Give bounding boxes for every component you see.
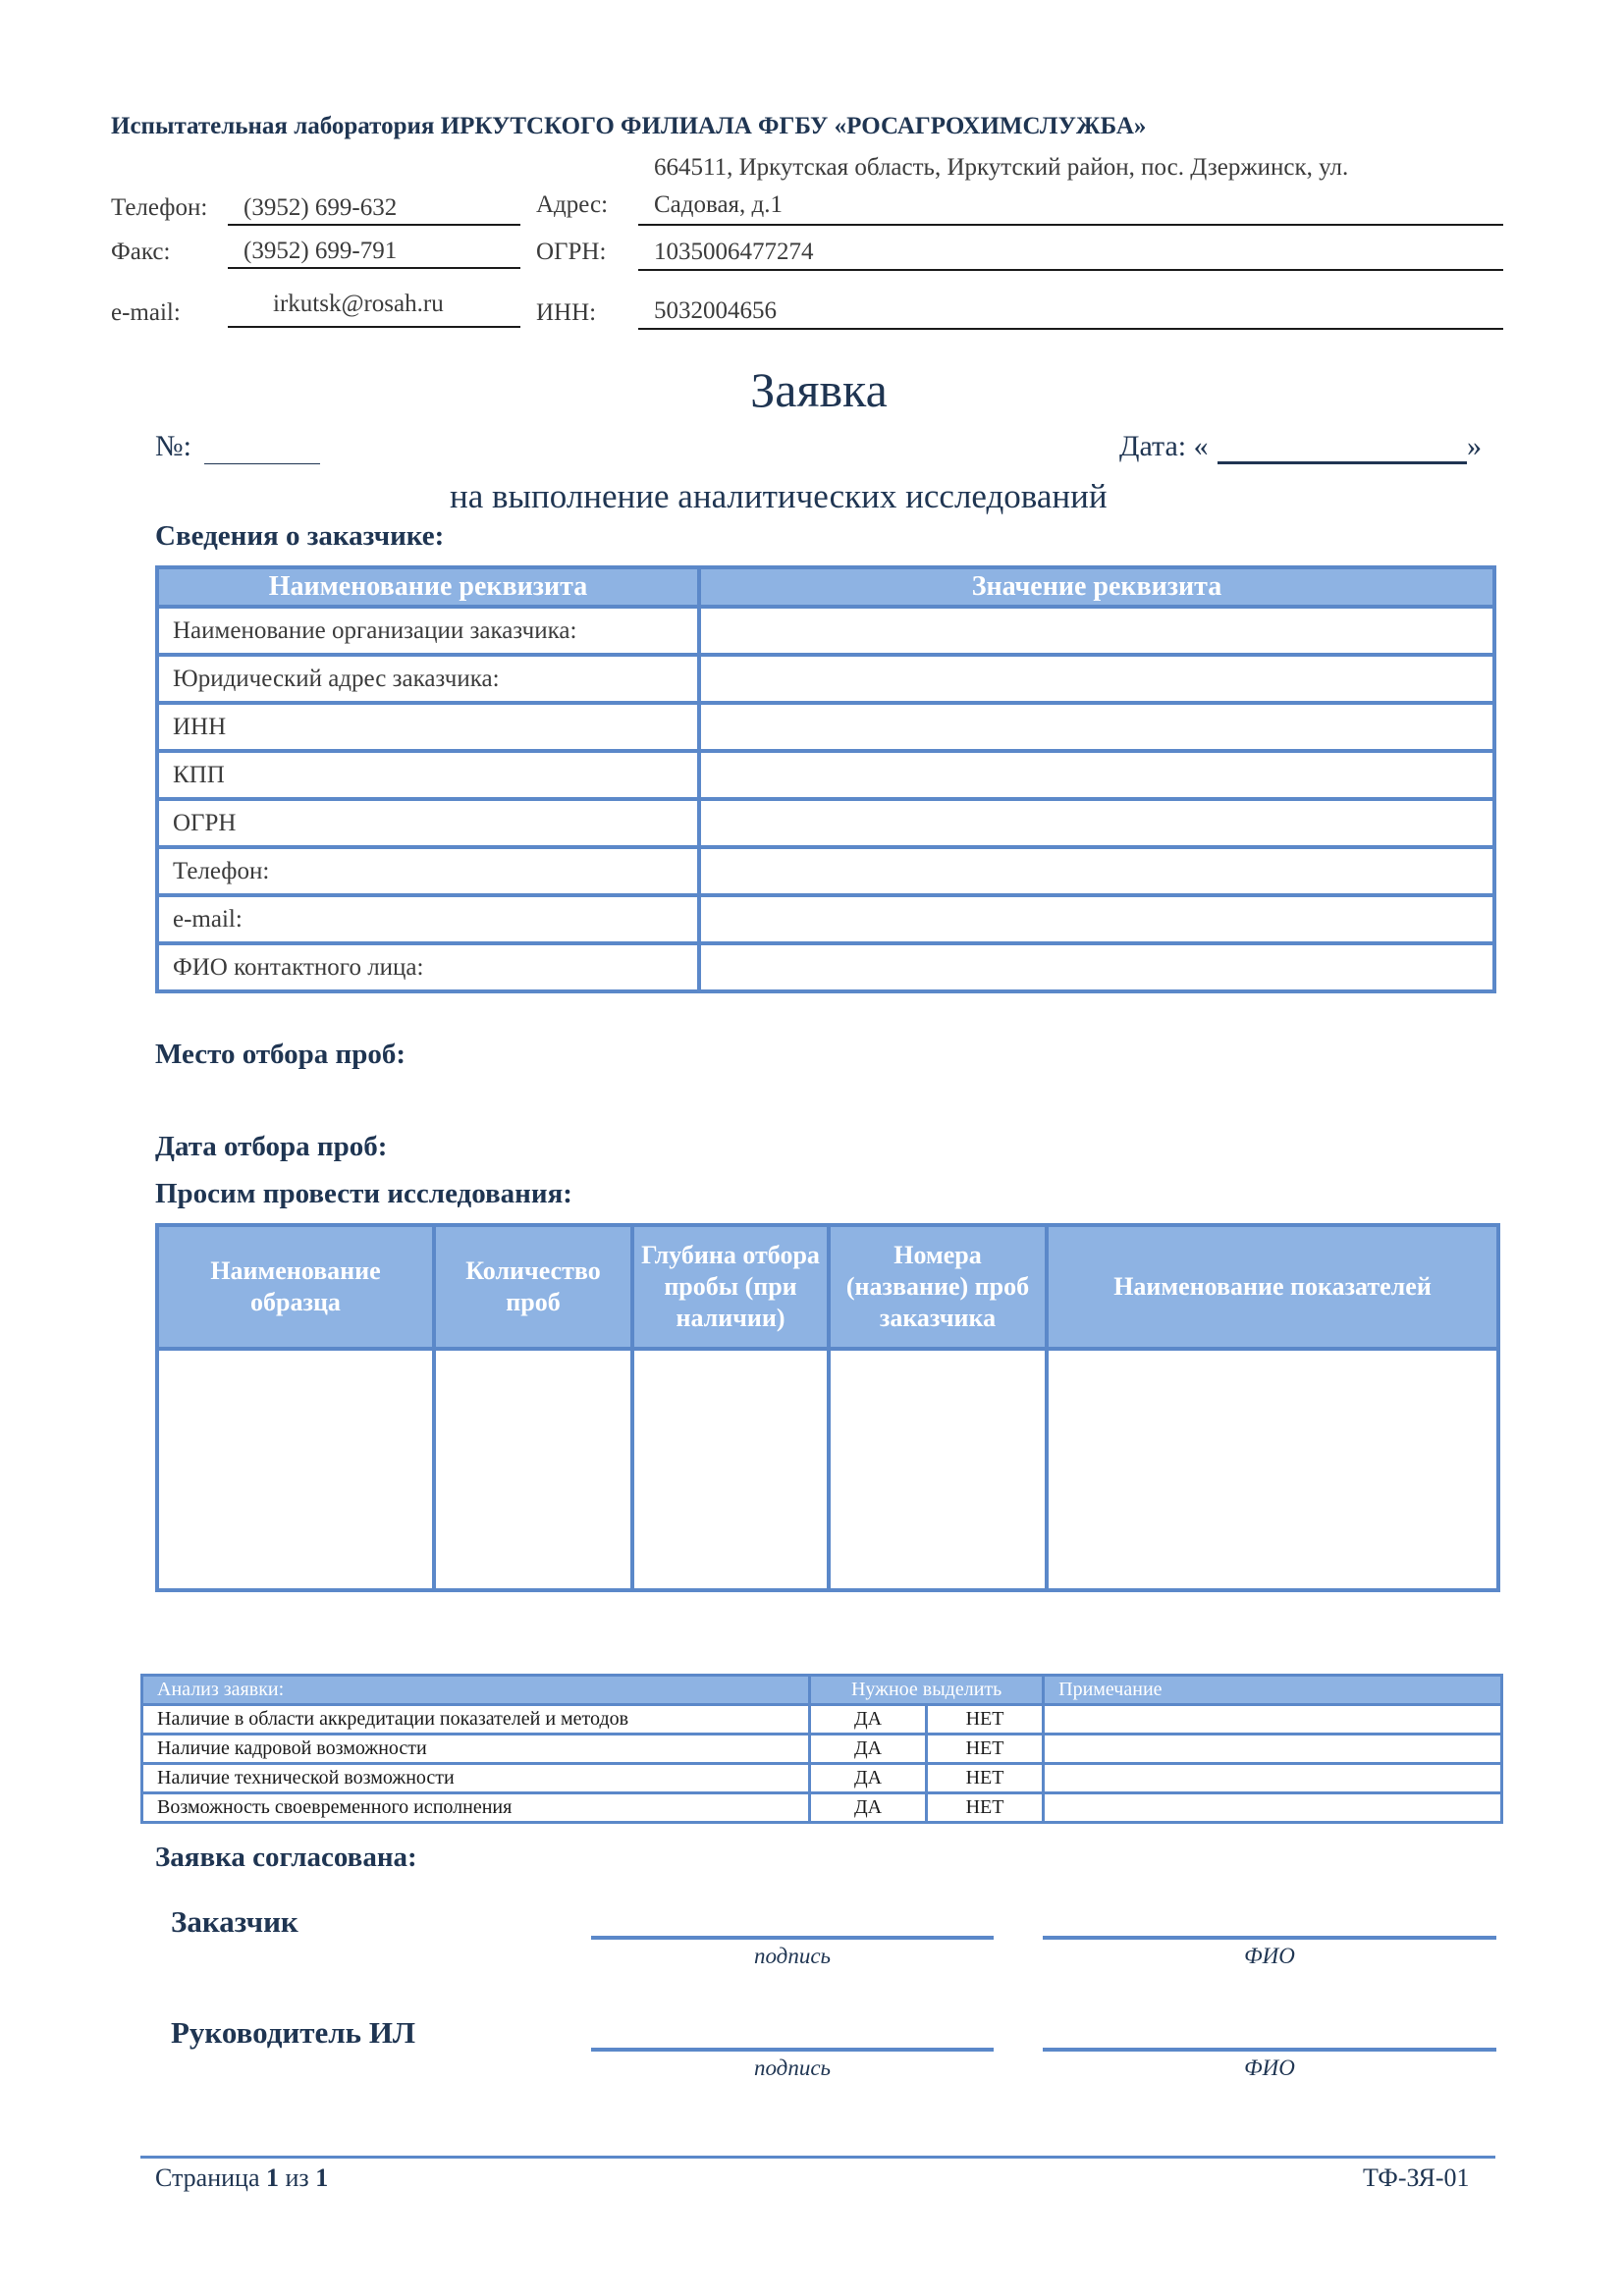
table-row xyxy=(157,703,1494,751)
sampling-place-label: Место отбора проб: xyxy=(155,1039,406,1070)
email-underline xyxy=(228,326,520,328)
inn-value: 5032004656 xyxy=(654,297,777,324)
table-row xyxy=(142,1705,1502,1735)
note-cell[interactable] xyxy=(1044,1793,1502,1823)
email-value: irkutsk@rosah.ru xyxy=(273,291,444,317)
option-no[interactable]: НЕТ xyxy=(926,1735,1043,1764)
date-field[interactable] xyxy=(1218,461,1467,464)
table-row xyxy=(157,847,1494,895)
table-row xyxy=(157,607,1494,655)
research-request-table xyxy=(155,1223,1500,1592)
requisite-value-field[interactable] xyxy=(699,607,1494,655)
research-section-heading: Просим провести исследования: xyxy=(155,1178,572,1209)
requisite-value-field[interactable] xyxy=(699,799,1494,847)
page-of: из xyxy=(279,2163,316,2192)
option-yes[interactable]: ДА xyxy=(810,1764,927,1793)
requisite-value-field[interactable] xyxy=(699,655,1494,703)
col-select: Нужное выделить xyxy=(810,1676,1044,1705)
lab-head-fio-line[interactable] xyxy=(1043,2048,1496,2052)
lab-head-label: Руководитель ИЛ xyxy=(171,2015,416,2050)
requisite-name: Юридический адрес заказчика: xyxy=(157,655,699,703)
table-row xyxy=(157,943,1494,991)
requisite-value-field[interactable] xyxy=(699,943,1494,991)
col-indicators: Наименование показателей xyxy=(1047,1225,1498,1349)
col-sample-count: Количество проб xyxy=(434,1225,632,1349)
option-yes[interactable]: ДА xyxy=(810,1793,927,1823)
customer-details-table xyxy=(155,565,1496,993)
customer-signature-line[interactable] xyxy=(591,1936,994,1940)
analysis-criterion: Возможность своевременного исполнения xyxy=(142,1793,810,1823)
fax-value: (3952) 699-791 xyxy=(244,238,398,264)
requisite-value-field[interactable] xyxy=(699,847,1494,895)
requisite-value-field[interactable] xyxy=(699,751,1494,799)
ogrn-label: ОГРН: xyxy=(536,239,607,265)
page-counter xyxy=(155,2163,328,2193)
option-yes[interactable]: ДА xyxy=(810,1705,927,1735)
customer-fio-caption: ФИО xyxy=(1244,1944,1295,1968)
col-sample-name: Наименование образца xyxy=(157,1225,434,1349)
customer-label: Заказчик xyxy=(171,1904,298,1939)
header-requisite-value: Значение реквизита xyxy=(699,567,1494,607)
table-row xyxy=(157,799,1494,847)
sample-count-cell[interactable] xyxy=(434,1349,632,1590)
phone-underline xyxy=(228,224,520,226)
inn-underline xyxy=(638,328,1503,330)
customer-signature-caption: подпись xyxy=(753,1944,831,1968)
number-label: №: xyxy=(155,430,191,462)
email-label: e-mail: xyxy=(111,299,181,326)
document-code: ТФ-ЗЯ-01 xyxy=(1363,2163,1470,2192)
address-label: Адрес: xyxy=(536,191,609,218)
option-no[interactable]: НЕТ xyxy=(926,1793,1043,1823)
research-table-header xyxy=(157,1225,1498,1349)
address-line2: Садовая, д.1 xyxy=(654,191,784,218)
fax-underline xyxy=(228,267,520,269)
requisite-name: Телефон: xyxy=(157,847,699,895)
table-row xyxy=(157,655,1494,703)
customer-section-heading: Сведения о заказчике: xyxy=(155,520,445,552)
request-analysis-table xyxy=(140,1674,1503,1824)
page-prefix: Страница xyxy=(155,2163,267,2192)
lab-head-signature-line[interactable] xyxy=(591,2048,994,2052)
page-current: 1 xyxy=(266,2163,280,2192)
document-title: Заявка xyxy=(750,362,888,417)
analysis-table-header xyxy=(142,1676,1502,1705)
date-label: Дата: « xyxy=(1119,430,1209,462)
ogrn-underline xyxy=(638,269,1503,271)
sample-depth-cell[interactable] xyxy=(632,1349,829,1590)
lab-head-signature-caption: подпись xyxy=(753,2056,831,2080)
note-cell[interactable] xyxy=(1044,1705,1502,1735)
customer-table-header xyxy=(157,567,1494,607)
table-row xyxy=(157,895,1494,943)
footer-divider xyxy=(140,2156,1495,2159)
option-yes[interactable]: ДА xyxy=(810,1735,927,1764)
date-close: » xyxy=(1467,430,1482,462)
col-sample-depth: Глубина отбора пробы (при наличии) xyxy=(632,1225,829,1349)
col-analysis: Анализ заявки: xyxy=(142,1676,810,1705)
col-customer-sample-ids: Номера (название) проб заказчика xyxy=(829,1225,1047,1349)
table-row xyxy=(142,1764,1502,1793)
table-row xyxy=(142,1793,1502,1823)
table-row xyxy=(142,1735,1502,1764)
note-cell[interactable] xyxy=(1044,1764,1502,1793)
sampling-date-label: Дата отбора проб: xyxy=(155,1131,388,1162)
sample-name-cell[interactable] xyxy=(157,1349,434,1590)
fax-label: Факс: xyxy=(111,239,171,265)
option-no[interactable]: НЕТ xyxy=(926,1705,1043,1735)
lab-name: Испытательная лаборатория ИРКУТСКОГО ФИЛИАЛА ФГБУ «РОСАГРОХИМСЛУЖБА» xyxy=(111,113,1147,139)
option-no[interactable]: НЕТ xyxy=(926,1764,1043,1793)
analysis-criterion: Наличие кадровой возможности xyxy=(142,1735,810,1764)
indicators-cell[interactable] xyxy=(1047,1349,1498,1590)
col-note: Примечание xyxy=(1044,1676,1502,1705)
requisite-name: ИНН xyxy=(157,703,699,751)
requisite-name: ФИО контактного лица: xyxy=(157,943,699,991)
requisite-value-field[interactable] xyxy=(699,703,1494,751)
analysis-criterion: Наличие технической возможности xyxy=(142,1764,810,1793)
requisite-value-field[interactable] xyxy=(699,895,1494,943)
note-cell[interactable] xyxy=(1044,1735,1502,1764)
approval-heading: Заявка согласована: xyxy=(155,1842,417,1873)
table-row xyxy=(157,1349,1498,1590)
customer-sample-ids-cell[interactable] xyxy=(829,1349,1047,1590)
subtitle: на выполнение аналитических исследований xyxy=(450,477,1108,515)
address-underline xyxy=(638,224,1503,226)
table-row xyxy=(157,751,1494,799)
requisite-name: КПП xyxy=(157,751,699,799)
requisite-name: ОГРН xyxy=(157,799,699,847)
page-total: 1 xyxy=(315,2163,329,2192)
lab-head-fio-caption: ФИО xyxy=(1244,2056,1295,2080)
inn-label: ИНН: xyxy=(536,299,597,326)
phone-label: Телефон: xyxy=(111,194,208,221)
number-field[interactable] xyxy=(204,463,320,464)
requisite-name: Наименование организации заказчика: xyxy=(157,607,699,655)
ogrn-value: 1035006477274 xyxy=(654,239,814,265)
requisite-name: e-mail: xyxy=(157,895,699,943)
customer-fio-line[interactable] xyxy=(1043,1936,1496,1940)
header-requisite-name: Наименование реквизита xyxy=(157,567,699,607)
address-line1: 664511, Иркутская область, Иркутский район, пос. Дзержинск, ул. xyxy=(654,154,1349,181)
analysis-criterion: Наличие в области аккредитации показателей и методов xyxy=(142,1705,810,1735)
phone-value: (3952) 699-632 xyxy=(244,194,398,221)
